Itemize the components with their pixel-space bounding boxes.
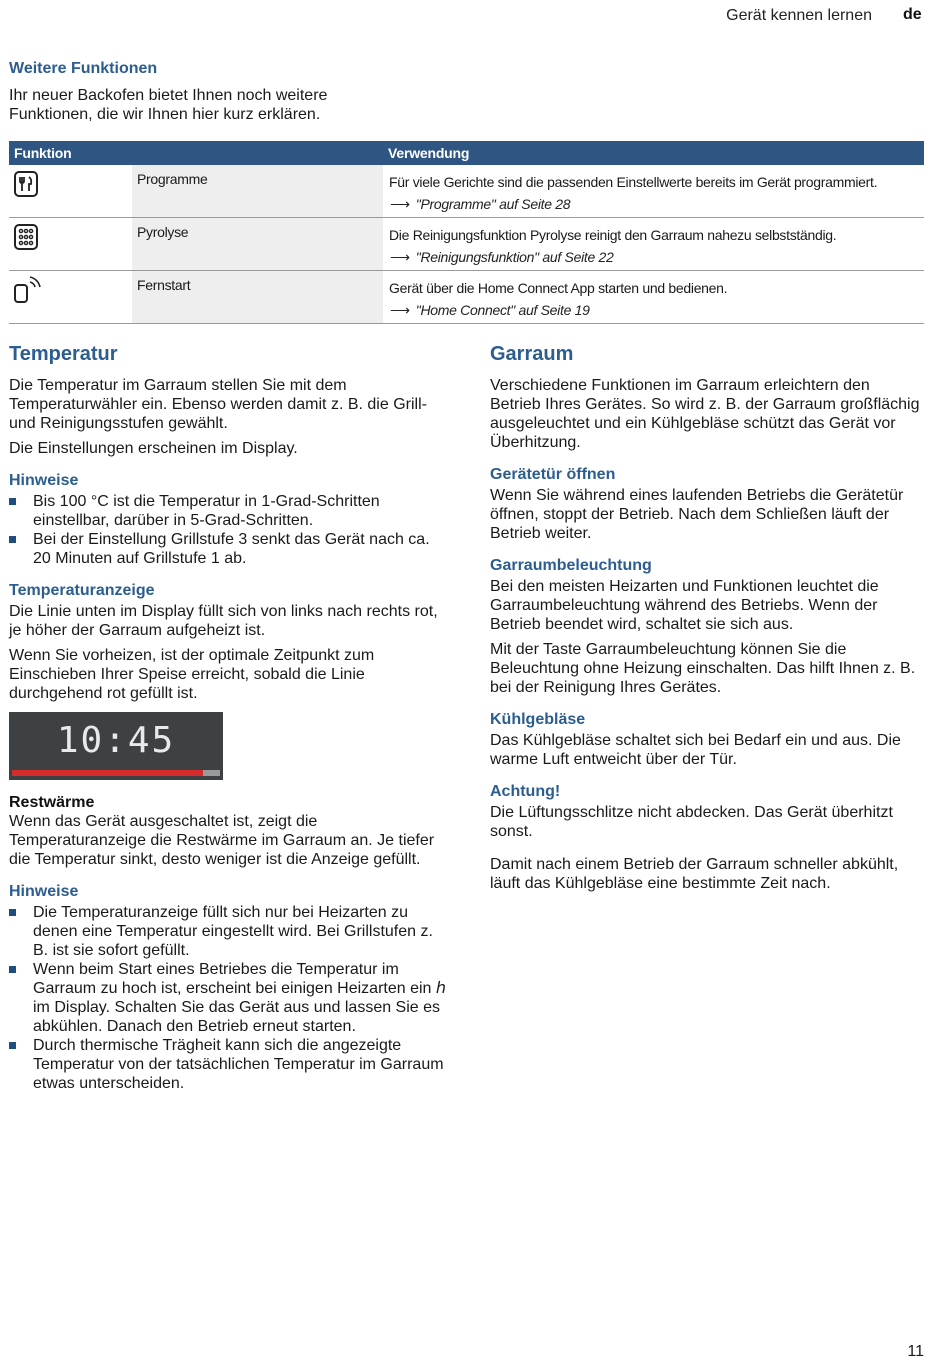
- cross-reference-text: "Reinigungsfunktion" auf Seite 22: [415, 249, 614, 265]
- list-item-text: Bei der Einstellung Grillstufe 3 senkt das Gerät nach ca. 20 Minuten auf Grillstufe 1 ab.: [33, 531, 430, 567]
- cross-reference-text: "Home Connect" auf Seite 19: [415, 302, 590, 318]
- square-bullet-icon: [9, 909, 16, 916]
- paragraph: Die Linie unten im Display füllt sich von links nach rechts rot, je höher der Garraum aufgeheizt ist.: [9, 603, 438, 639]
- cross-reference-link[interactable]: [389, 299, 919, 321]
- column-header-verwendung: Verwendung: [383, 141, 924, 165]
- list-item: [9, 492, 449, 530]
- functions-table: [9, 141, 924, 324]
- function-name: Programme: [132, 165, 383, 218]
- warning-text: Die Lüftungsschlitze nicht abdecken. Das Gerät überhitzt sonst.: [490, 804, 893, 840]
- cross-reference-text: "Programme" auf Seite 28: [415, 196, 571, 212]
- list-item-text: Durch thermische Trägheit kann sich die angezeigte Temperatur von der tatsächlichen Temperatur im Garraum etwas unterscheiden.: [33, 1037, 444, 1092]
- subheading-kuehlgeblaese: Kühlgebläse: [490, 711, 586, 728]
- warning-heading-achtung: Achtung!: [490, 783, 561, 800]
- subheading-hinweise: Hinweise: [9, 472, 79, 489]
- section-title-weitere-funktionen: Weitere Funktionen: [9, 60, 158, 77]
- function-usage: [383, 218, 924, 271]
- subheading-hinweise: Hinweise: [9, 883, 79, 900]
- list-item: [9, 903, 449, 960]
- subheading-temperaturanzeige: Temperaturanzeige: [9, 582, 155, 599]
- icon-cell: [9, 165, 132, 218]
- right-column: [490, 343, 920, 899]
- subheading-garraumbeleuchtung: Garraumbeleuchtung: [490, 557, 652, 574]
- oven-display-illustration: [9, 712, 223, 780]
- icon-cell: [9, 271, 132, 324]
- list-item: [9, 530, 449, 568]
- usage-text: Gerät über die Home Connect App starten und bedienen.: [389, 280, 728, 296]
- cross-reference-link[interactable]: [389, 246, 919, 268]
- function-name: Fernstart: [132, 271, 383, 324]
- paragraph: Die Temperatur im Garraum stellen Sie mit dem Temperaturwähler ein. Ebenso werden damit z. B. die Grill- und Reinigungsstufen gewählt.: [9, 377, 427, 432]
- arrow-right-icon: ⟶: [390, 302, 410, 318]
- column-header-funktion: Funktion: [9, 141, 383, 165]
- language-code: de: [903, 6, 922, 23]
- function-usage: [383, 165, 924, 218]
- left-column: [9, 343, 449, 1099]
- notes-list: [9, 492, 449, 568]
- table-row: [9, 271, 924, 324]
- list-item-text: Wenn beim Start eines Betriebes die Temperatur im Garraum zu hoch ist, erscheint bei einigen Heizarten ein ℎ im Display. Schalten Sie das Gerät aus und lassen Sie es abkühlen. Danach den Betrieb erneut starten.: [33, 961, 447, 1035]
- temperature-bar-fill: [12, 770, 203, 776]
- list-item: [9, 1036, 449, 1093]
- subheading-restwaerme: Restwärme: [9, 794, 95, 811]
- display-time-readout: 10:45: [56, 720, 176, 761]
- paragraph: Das Kühlgebläse schaltet sich bei Bedarf ein und aus. Die warme Luft entweicht über der Tür.: [490, 732, 901, 768]
- section-title-garraum: Garraum: [490, 343, 574, 365]
- paragraph: Mit der Taste Garraumbeleuchtung können Sie die Beleuchtung ohne Heizung einschalten. Das hilft Ihnen z. B. bei der Reinigung Ihres Gerätes.: [490, 641, 916, 696]
- pyrolysis-icon: [12, 222, 40, 252]
- arrow-right-icon: ⟶: [390, 249, 410, 265]
- paragraph: Bei den meisten Heizarten und Funktionen leuchtet die Garraumbeleuchtung während des Betriebs. Wenn der Betrieb beendet wird, schaltet sie sich aus.: [490, 578, 879, 633]
- square-bullet-icon: [9, 536, 16, 543]
- subheading-geraetetuer: Gerätetür öffnen: [490, 466, 616, 483]
- list-item-text: Bis 100 °C ist die Temperatur in 1-Grad-Schritten einstellbar, darüber in 5-Grad-Schritten.: [33, 493, 380, 529]
- table-header-row: [9, 141, 924, 165]
- list-item: [9, 960, 449, 1036]
- paragraph: Wenn Sie vorheizen, ist der optimale Zeitpunkt zum Einschieben Ihrer Speise erreicht, sobald die Linie durchgehend rot gefüllt ist.: [9, 647, 375, 702]
- notes-list: [9, 903, 449, 1093]
- paragraph: Wenn Sie während eines laufenden Betriebs die Gerätetür öffnen, stoppt der Betrieb. Nach dem Schließen läuft der Betrieb weiter.: [490, 487, 904, 542]
- temperature-bar-track: [12, 770, 220, 776]
- paragraph: Damit nach einem Betrieb der Garraum schneller abkühlt, läuft das Kühlgebläse eine bestimmte Zeit nach.: [490, 856, 899, 892]
- running-header-title: Gerät kennen lernen: [726, 7, 872, 24]
- table-row: [9, 218, 924, 271]
- usage-text: Für viele Gerichte sind die passenden Einstellwerte bereits im Gerät programmiert.: [389, 174, 878, 190]
- square-bullet-icon: [9, 1042, 16, 1049]
- function-name: Pyrolyse: [132, 218, 383, 271]
- table-row: [9, 165, 924, 218]
- list-item-text: Die Temperaturanzeige füllt sich nur bei Heizarten zu denen eine Temperatur eingestellt wird. Bei Grillstufen z. B. ist sie sofort gefüllt.: [33, 904, 433, 959]
- paragraph: Verschiedene Funktionen im Garraum erleichtern den Betrieb Ihres Gerätes. So wird z. B. der Garraum großflächig ausgeleuchtet und ein Kühlgebläse schützt das Gerät vor Überhitzung.: [490, 377, 920, 451]
- usage-text: Die Reinigungsfunktion Pyrolyse reinigt den Garraum nahezu selbstständig.: [389, 227, 837, 243]
- cutlery-program-icon: [12, 169, 40, 199]
- cross-reference-link[interactable]: [389, 193, 919, 215]
- paragraph: Die Einstellungen erscheinen im Display.: [9, 440, 298, 457]
- page-number: 11: [907, 1343, 924, 1360]
- function-usage: [383, 271, 924, 324]
- icon-cell: [9, 218, 132, 271]
- arrow-right-icon: ⟶: [390, 196, 410, 212]
- intro-paragraph: Ihr neuer Backofen bietet Ihnen noch weitere Funktionen, die wir Ihnen hier kurz erklären.: [9, 87, 328, 123]
- section-title-temperatur: Temperatur: [9, 343, 118, 365]
- square-bullet-icon: [9, 498, 16, 505]
- square-bullet-icon: [9, 966, 16, 973]
- remote-start-icon: [12, 275, 42, 305]
- paragraph: Wenn das Gerät ausgeschaltet ist, zeigt die Temperaturanzeige die Restwärme im Garraum an. Je tiefer die Temperatur sinkt, desto weniger ist die Anzeige gefüllt.: [9, 813, 435, 868]
